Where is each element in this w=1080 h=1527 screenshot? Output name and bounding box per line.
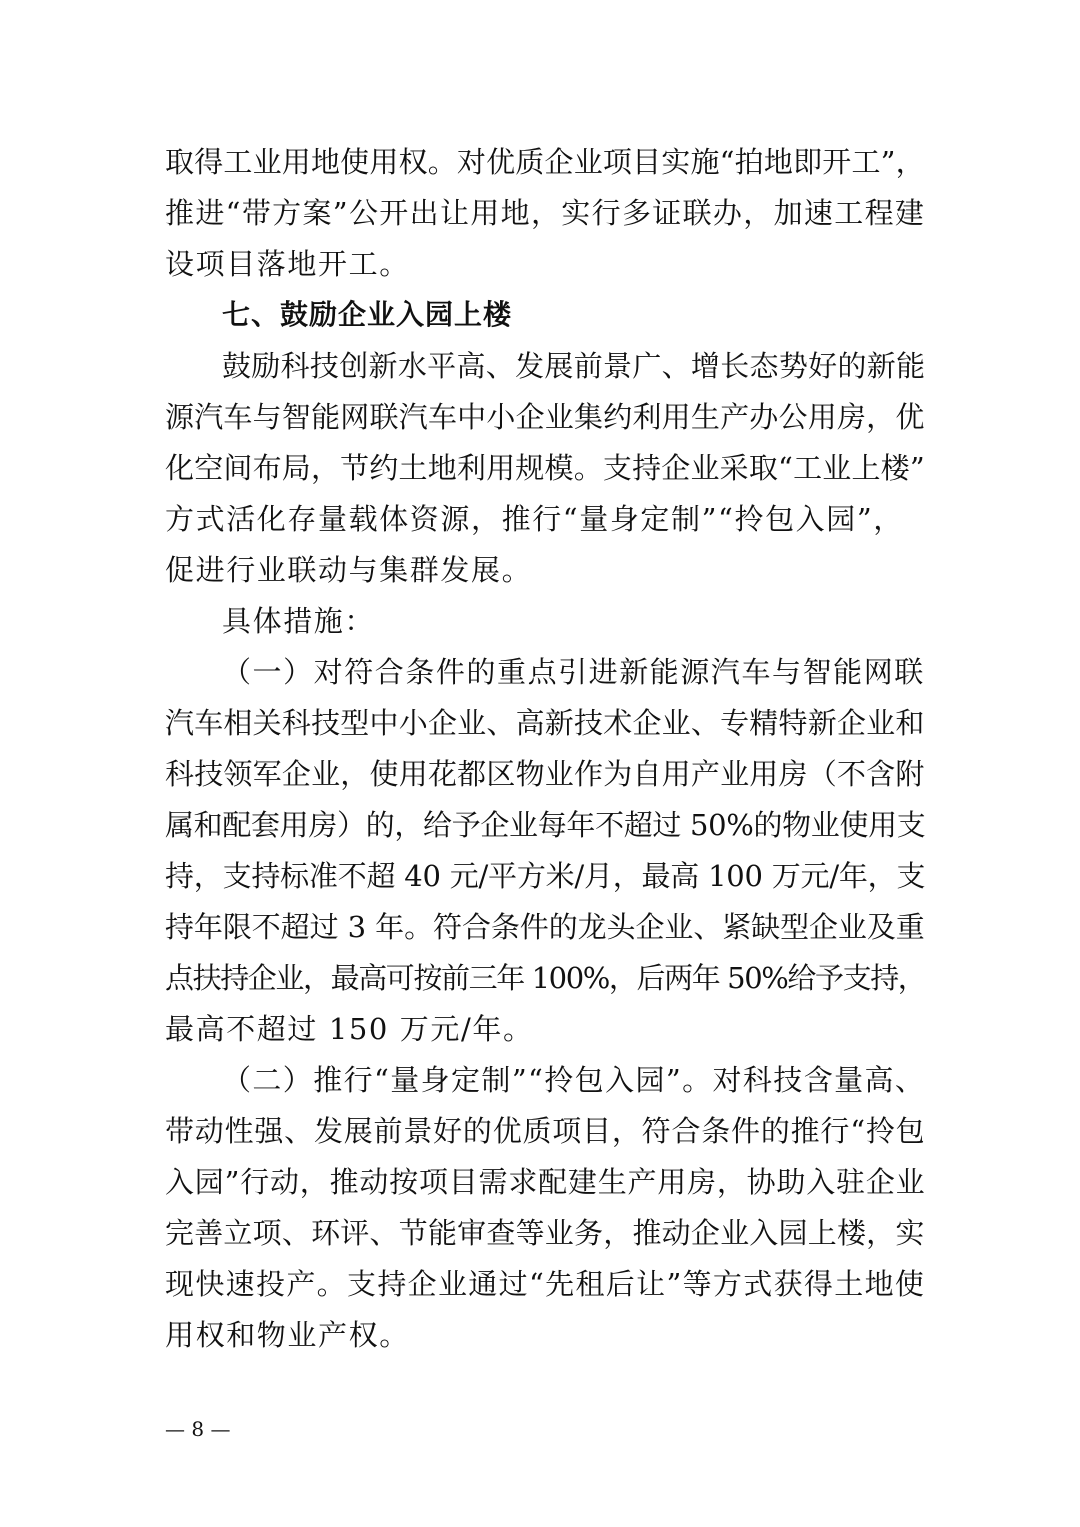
text-line: 取得工业用地使用权。对优质企业项目实施“拍地即开工”， xyxy=(165,145,925,179)
page-number: — 8 — xyxy=(165,1417,231,1441)
text-line: （一）对符合条件的重点引进新能源汽车与智能网联 xyxy=(222,655,925,689)
text-line: 现快速投产。支持企业通过“先租后让”等方式获得土地使 xyxy=(165,1267,926,1301)
section-heading: 七、鼓励企业入园上楼 xyxy=(222,298,513,331)
text-line: 设项目落地开工。 xyxy=(165,247,410,281)
measures-label: 具体措施： xyxy=(222,604,376,638)
text-line: 科技领军企业，使用花都区物业作为自用产业用房（不含附 xyxy=(165,757,925,791)
text-line: （二）推行“量身定制”“拎包入园”。对科技含量高、 xyxy=(222,1063,926,1097)
text-line: 化空间布局，节约土地利用规模。支持企业采取“工业上楼” xyxy=(165,451,925,485)
text-line: 持年限不超过 3 年。符合条件的龙头企业、紧缺型企业及重 xyxy=(165,910,925,944)
text-line: 持，支持标准不超 40 元/平方米/月，最高 100 万元/年，支 xyxy=(165,859,926,893)
text-line: 最高不超过 150 万元/年。 xyxy=(165,1012,534,1046)
text-line: 完善立项、环评、节能审查等业务，推动企业入园上楼，实 xyxy=(165,1216,925,1250)
text-line: 方式活化存量载体资源，推行“量身定制”“拎包入园”， xyxy=(165,502,904,536)
text-line: 属和配套用房）的，给予企业每年不超过 50%的物业使用支 xyxy=(165,808,926,842)
text-line: 汽车相关科技型中小企业、高新技术企业、专精特新企业和 xyxy=(165,706,925,740)
text-line: 用权和物业产权。 xyxy=(165,1318,410,1352)
text-line: 入园”行动，推动按项目需求配建生产用房，协助入驻企业 xyxy=(165,1165,926,1199)
text-line: 推进“带方案”公开出让用地，实行多证联办，加速工程建 xyxy=(165,196,926,230)
text-line: 带动性强、发展前景好的优质项目，符合条件的推行“拎包 xyxy=(165,1114,926,1148)
text-line: 鼓励科技创新水平高、发展前景广、增长态势好的新能 xyxy=(222,349,926,383)
text-line: 促进行业联动与集群发展。 xyxy=(165,553,533,587)
text-line: 源汽车与智能网联汽车中小企业集约利用生产办公用房，优 xyxy=(165,400,925,434)
text-line: 点扶持企业，最高可按前三年 100%，后两年 50%给予支持， xyxy=(165,961,926,995)
